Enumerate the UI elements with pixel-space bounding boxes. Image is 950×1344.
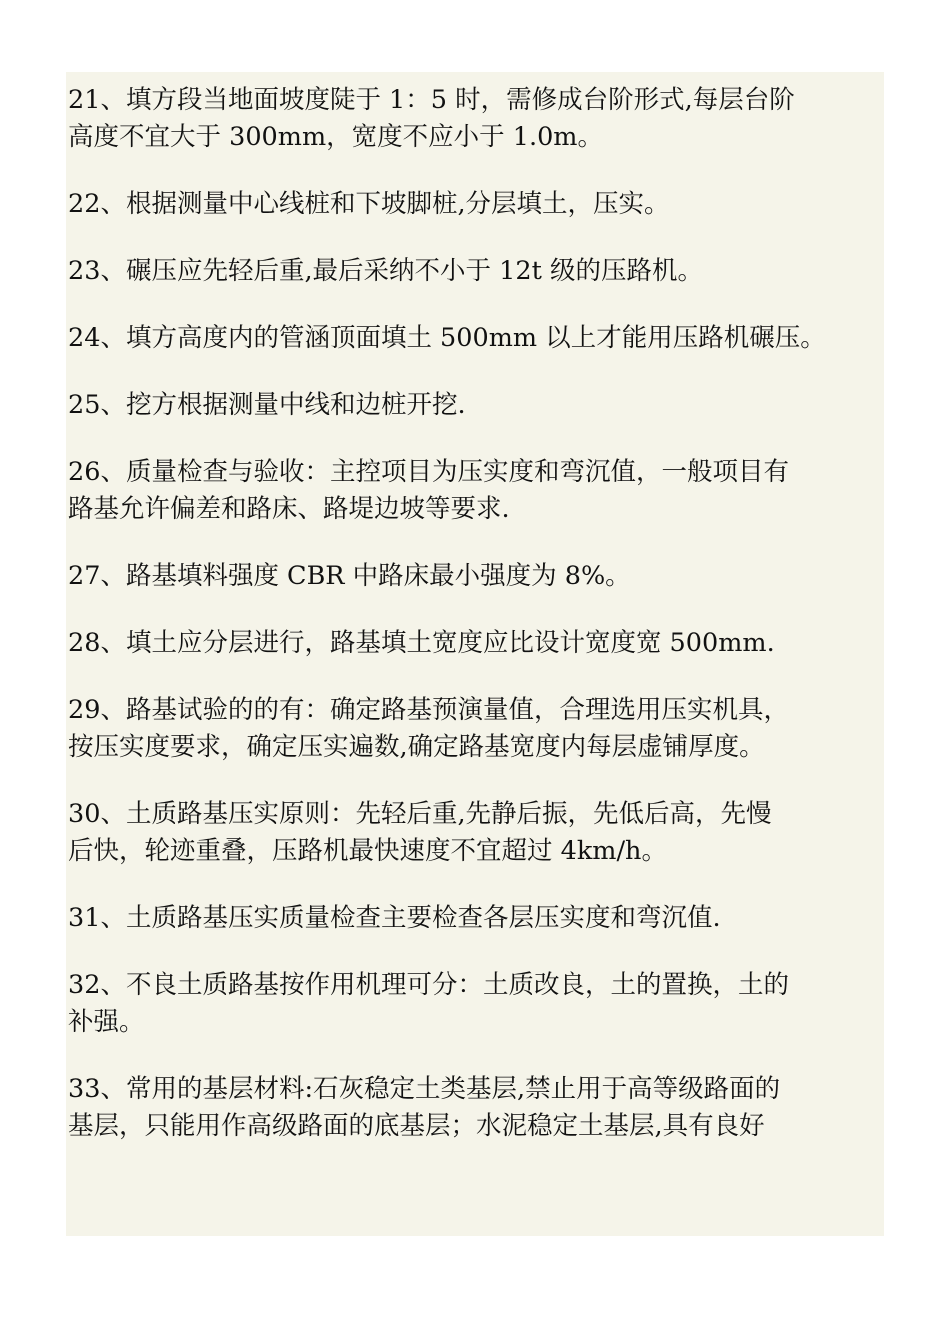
- paragraph-27: [68, 558, 884, 595]
- paragraph-22: [68, 186, 884, 223]
- text-line: 29、路基试验的的有：确定路基预演量值，合理选用压实机具，: [68, 695, 789, 725]
- paragraph-28: [68, 625, 884, 662]
- text-line: 22、根据测量中心线桩和下坡脚桩,分层填土，压实。: [68, 189, 670, 219]
- text-line: 后快，轮迹重叠，压路机最快速度不宜超过 4km/h。: [68, 836, 667, 866]
- text-line: 26、质量检查与验收：主控项目为压实度和弯沉值，一般项目有: [68, 457, 789, 487]
- document-text-block: [66, 72, 884, 1236]
- text-line: 补强。: [68, 1007, 145, 1037]
- text-line: 28、填土应分层进行，路基填土宽度应比设计宽度宽 500mm.: [68, 628, 775, 658]
- paragraph-24: [68, 320, 884, 357]
- text-line: 30、土质路基压实原则：先轻后重,先静后振，先低后高，先慢: [68, 799, 772, 829]
- text-line: 基层，只能用作高级路面的底基层；水泥稳定土基层,具有良好: [68, 1111, 765, 1141]
- paragraph-29: [68, 692, 884, 766]
- paragraph-31: [68, 900, 884, 937]
- text-line: 24、填方高度内的管涵顶面填土 500mm 以上才能用压路机碾压。: [68, 323, 826, 353]
- paragraph-21: [68, 82, 884, 156]
- text-line: 23、碾压应先轻后重,最后采纳不小于 12t 级的压路机。: [68, 256, 703, 286]
- text-line: 27、路基填料强度 CBR 中路床最小强度为 8%。: [68, 561, 631, 591]
- paragraph-26: [68, 454, 884, 528]
- text-line: 按压实度要求，确定压实遍数,确定路基宽度内每层虚铺厚度。: [68, 732, 765, 762]
- paragraph-30: [68, 796, 884, 870]
- paragraph-33: [68, 1071, 884, 1145]
- paragraph-23: [68, 253, 884, 290]
- text-line: 25、挖方根据测量中线和边桩开挖.: [68, 390, 466, 420]
- paragraph-25: [68, 387, 884, 424]
- text-line: 31、土质路基压实质量检查主要检查各层压实度和弯沉值.: [68, 903, 721, 933]
- text-line: 32、不良土质路基按作用机理可分：土质改良，土的置换，土的: [68, 970, 789, 1000]
- text-line: 路基允许偏差和路床、路堤边坡等要求.: [68, 494, 510, 524]
- text-line: 21、填方段当地面坡度陡于 1：5 时，需修成台阶形式,每层台阶: [68, 85, 795, 115]
- paragraph-32: [68, 967, 884, 1041]
- text-line: 高度不宜大于 300mm，宽度不应小于 1.0m。: [68, 122, 603, 152]
- text-line: 33、常用的基层材料:石灰稳定土类基层,禁止用于高等级路面的: [68, 1074, 781, 1104]
